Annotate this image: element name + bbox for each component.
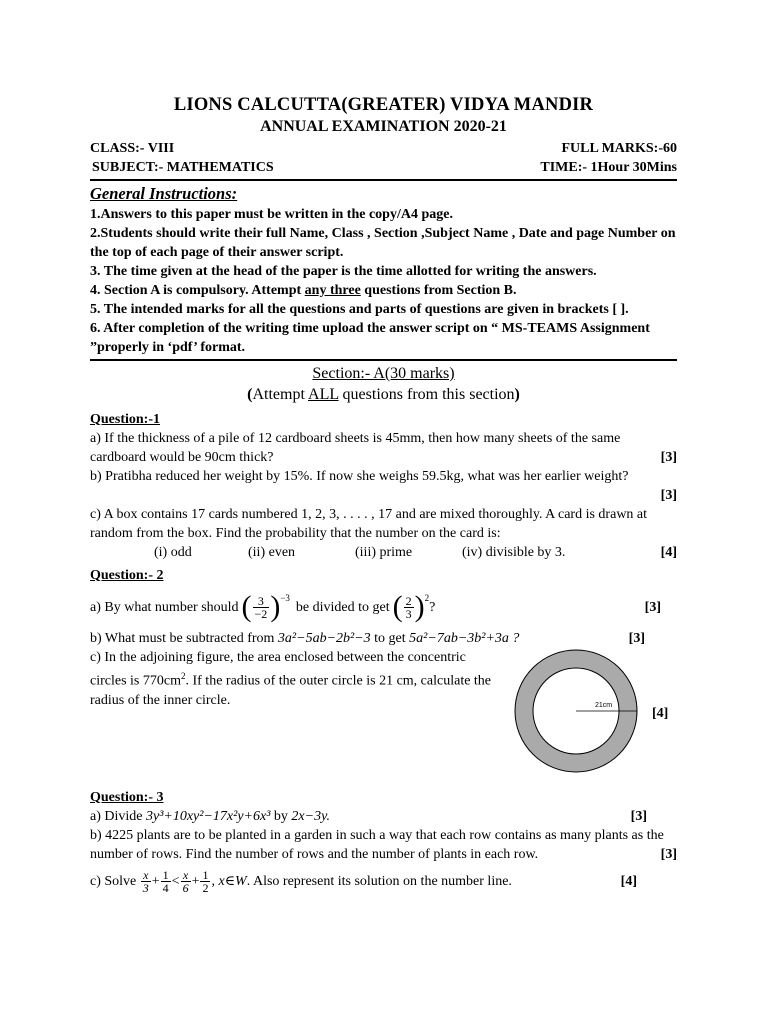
question-2a: a) By what number should ( $\frac{3}{-2}$ ) $^{-3}$ be divided to get ( $\frac{2}{3}$ ) $^2$ ? [3] [90, 590, 661, 623]
instruction-6: 6. After completion of the writing time upload the answer script on “ MS-TEAMS Assignment ”properly in ‘pdf’ format. [90, 321, 650, 355]
marks: [3] [660, 488, 677, 503]
radius-label: 21cm [595, 702, 613, 709]
school-name: LIONS CALCUTTA(GREATER) VIDYA MANDIR [173, 95, 594, 115]
marks: [3] [628, 631, 645, 646]
question-3c: c) Solve $\frac{x}{3}$ + $\frac{1}{4}$ < $\frac{x}{6}$ + $\frac{1}{2}$ , x∈W . Also represent its solution on the number line. [4] [90, 867, 637, 895]
divider [90, 359, 677, 361]
instructions-heading: General Instructions: [90, 184, 238, 203]
marks: [3] [630, 809, 647, 824]
subject-label: SUBJECT:- MATHEMATICS [92, 160, 274, 175]
instruction-4: 4. Section A is compulsory. Attempt any three questions from Section B. [90, 283, 517, 298]
class-label: CLASS:- VIII [90, 141, 175, 156]
instruction-2: 2.Students should write their full Name, Class , Section ,Subject Name , Date and page Number on the top of each page of their answer script. [90, 226, 676, 260]
marks: [3] [644, 599, 661, 615]
question-3-heading: Question:- 3 [90, 790, 164, 805]
full-marks-label: FULL MARKS:-60 [561, 141, 677, 156]
subject-time-row [90, 158, 677, 177]
question-1-heading: Question:-1 [90, 412, 160, 427]
exam-title: ANNUAL EXAMINATION 2020-21 [260, 118, 507, 135]
question-3b: b) 4225 plants are to be planted in a garden in such a way that each row contains as many plants as the number of rows. Find the number of rows and the number of plants in each row. [3] [90, 828, 677, 862]
instruction-5: 5. The intended marks for all the questions and parts of questions are given in brackets [ ]. [90, 302, 629, 317]
section-a-subheading: (Attempt ALL questions from this section) [247, 386, 520, 403]
exam-paper [90, 94, 677, 898]
question-1a: a) If the thickness of a pile of 12 cardboard sheets is 45mm, then how many sheets of the same cardboard would be 90cm thick? [3] [90, 431, 677, 465]
marks: [4] [660, 545, 677, 560]
class-marks-row [90, 139, 677, 158]
option: (iv) divisible by 3. [462, 545, 566, 560]
instruction-1: 1.Answers to this paper must be written in the copy/A4 page. [90, 207, 453, 222]
time-label: TIME:- 1Hour 30Mins [540, 160, 677, 175]
marks: [4] [652, 706, 669, 721]
concentric-circles-figure [513, 648, 639, 774]
instruction-3: 3. The time given at the head of the paper is the time allotted for writing the answers. [90, 264, 597, 279]
marks: [4] [620, 873, 637, 889]
question-1c: c) A box contains 17 cards numbered 1, 2, 3, . . . . , 17 and are mixed thoroughly. A card is drawn at random from the box. Find the probability that the number on the card is: [90, 507, 648, 541]
question-1c-options [90, 543, 677, 562]
divider [90, 179, 677, 181]
option: (ii) even [248, 545, 296, 560]
question-2-heading: Question:- 2 [90, 568, 164, 583]
question-3a: a) Divide 3y³+10xy²−17x²y+6x³ by 2x−3y. [3] [90, 809, 647, 824]
question-1b: b) Pratibha reduced her weight by 15%. If now she weighs 59.5kg, what was her earlier weight? [3] [90, 469, 677, 503]
question-2c: c) In the adjoining figure, the area enclosed between the concentric circles is $770cm^2$. If the radius of the outer circle is 21 cm, calculate the radius of the inner circle. 21cm [4] [90, 648, 677, 784]
section-a-heading: Section:- A(30 marks) [312, 365, 455, 382]
question-2b: b) What must be subtracted from 3a²−5ab−2b²−3 to get 5a²−7ab−3b²+3a ? [3] [90, 631, 645, 646]
option: (iii) prime [355, 545, 413, 560]
marks: [3] [660, 847, 677, 862]
option: (i) odd [154, 545, 192, 560]
marks: [3] [660, 450, 677, 465]
